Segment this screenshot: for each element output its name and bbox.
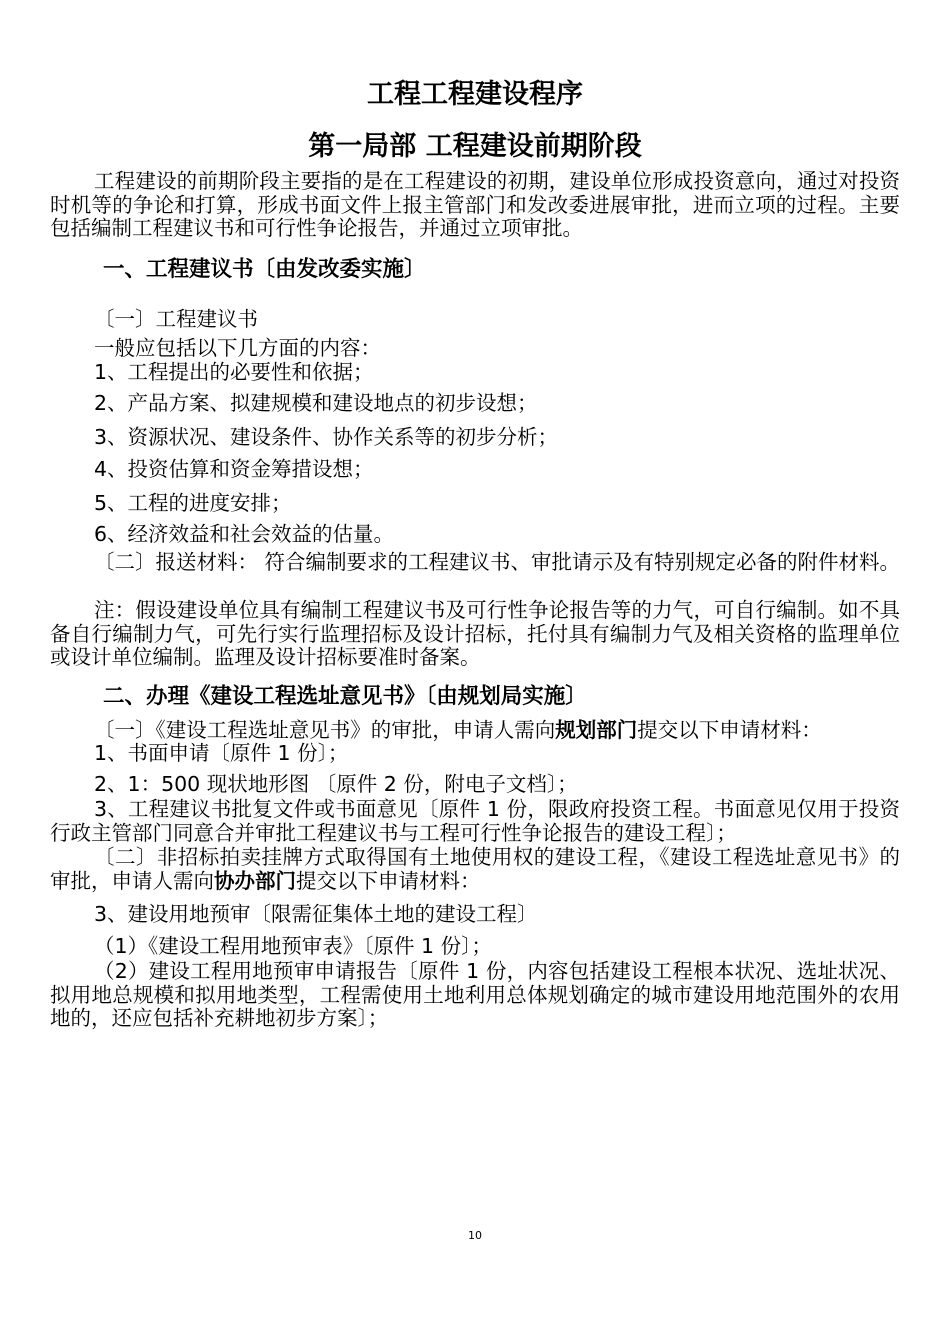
assisting-dept-emphasis: 协办部门 bbox=[214, 868, 296, 893]
list-item: 6、经济效益和社会效益的估量。 bbox=[94, 522, 395, 546]
list-item: 1、工程提出的必要性和依据； bbox=[94, 360, 374, 384]
list-item: 1、书面申请〔原件 1 份〕； bbox=[94, 741, 349, 765]
list-item: （2）建设工程用地预审申请报告〔原件 1 份，内容包括建设工程根本状况、选址状况、拟用地总规模和拟用地类型，工程需使用土地利用总体规划确定的城市建设用地范围外的农用地的，还应包括补充耕地初步方案〕； bbox=[50, 959, 900, 1030]
list-item: 3、资源状况、建设条件、协作关系等的初步分析； bbox=[94, 425, 559, 449]
section-1-sub-1-lead: 一般应包括以下几方面的内容： bbox=[94, 336, 381, 360]
page-number: 10 bbox=[468, 1229, 482, 1242]
list-item: 3、工程建议书批复文件或书面意见〔原件 1 份，限政府投资工程。书面意见仅用于投资行政主管部门同意合并审批工程建议书与工程可行性争论报告的建设工程〕； bbox=[50, 797, 900, 845]
section-1-heading: 一、工程建议书〔由发改委实施〕 bbox=[103, 257, 426, 282]
list-item: 3、建设用地预审〔限需征集体土地的建设工程〕 bbox=[94, 902, 538, 926]
section-2-sub-2: 〔二〕非招标拍卖挂牌方式取得国有土地使用权的建设工程，《建设工程选址意见书》的审批，申请人需向协办部门提交以下申请材料： bbox=[50, 845, 900, 893]
list-item: 2、1：500 现状地形图 〔原件 2 份，附电子文档〕； bbox=[94, 772, 578, 796]
list-item: （1）《建设工程用地预审表》〔原件 1 份〕； bbox=[94, 934, 492, 958]
section-1-sub-1-title: 〔一〕工程建议书 bbox=[94, 307, 258, 331]
part-title: 第一局部 工程建设前期阶段 bbox=[308, 131, 642, 162]
list-item: 4、投资估算和资金筹措设想； bbox=[94, 457, 374, 481]
list-item: 2、产品方案、拟建规模和建设地点的初步设想； bbox=[94, 391, 538, 415]
section-2-heading: 二、办理《建设工程选址意见书》〔由规划局实施〕 bbox=[103, 684, 587, 709]
section-1-sub-2: 〔二〕报送材料： 符合编制要求的工程建议书、审批请示及有特别规定必备的附件材料。 bbox=[94, 550, 901, 574]
section-2-sub-1: 〔一〕《建设工程选址意见书》的审批，申请人需向规划部门提交以下申请材料： bbox=[94, 718, 822, 742]
intro-paragraph: 工程建设的前期阶段主要指的是在工程建设的初期，建设单位形成投资意向，通过对投资时机等的争论和打算，形成书面文件上报主管部门和发改委进展审批，进而立项的过程。主要包括编制工程建议书和可行性争论报告，并通过立项审批。 bbox=[50, 169, 900, 240]
document-title: 工程工程建设程序 bbox=[367, 79, 583, 110]
list-item: 5、工程的进度安排； bbox=[94, 491, 292, 515]
planning-dept-emphasis: 规划部门 bbox=[555, 718, 638, 742]
section-1-note: 注：假设建设单位具有编制工程建议书及可行性争论报告等的力气，可自行编制。如不具备自行编制力气，可先行实行监理招标及设计招标，托付具有编制力气及相关资格的监理单位或设计单位编制。监理及设计招标要准时备案。 bbox=[50, 598, 900, 669]
